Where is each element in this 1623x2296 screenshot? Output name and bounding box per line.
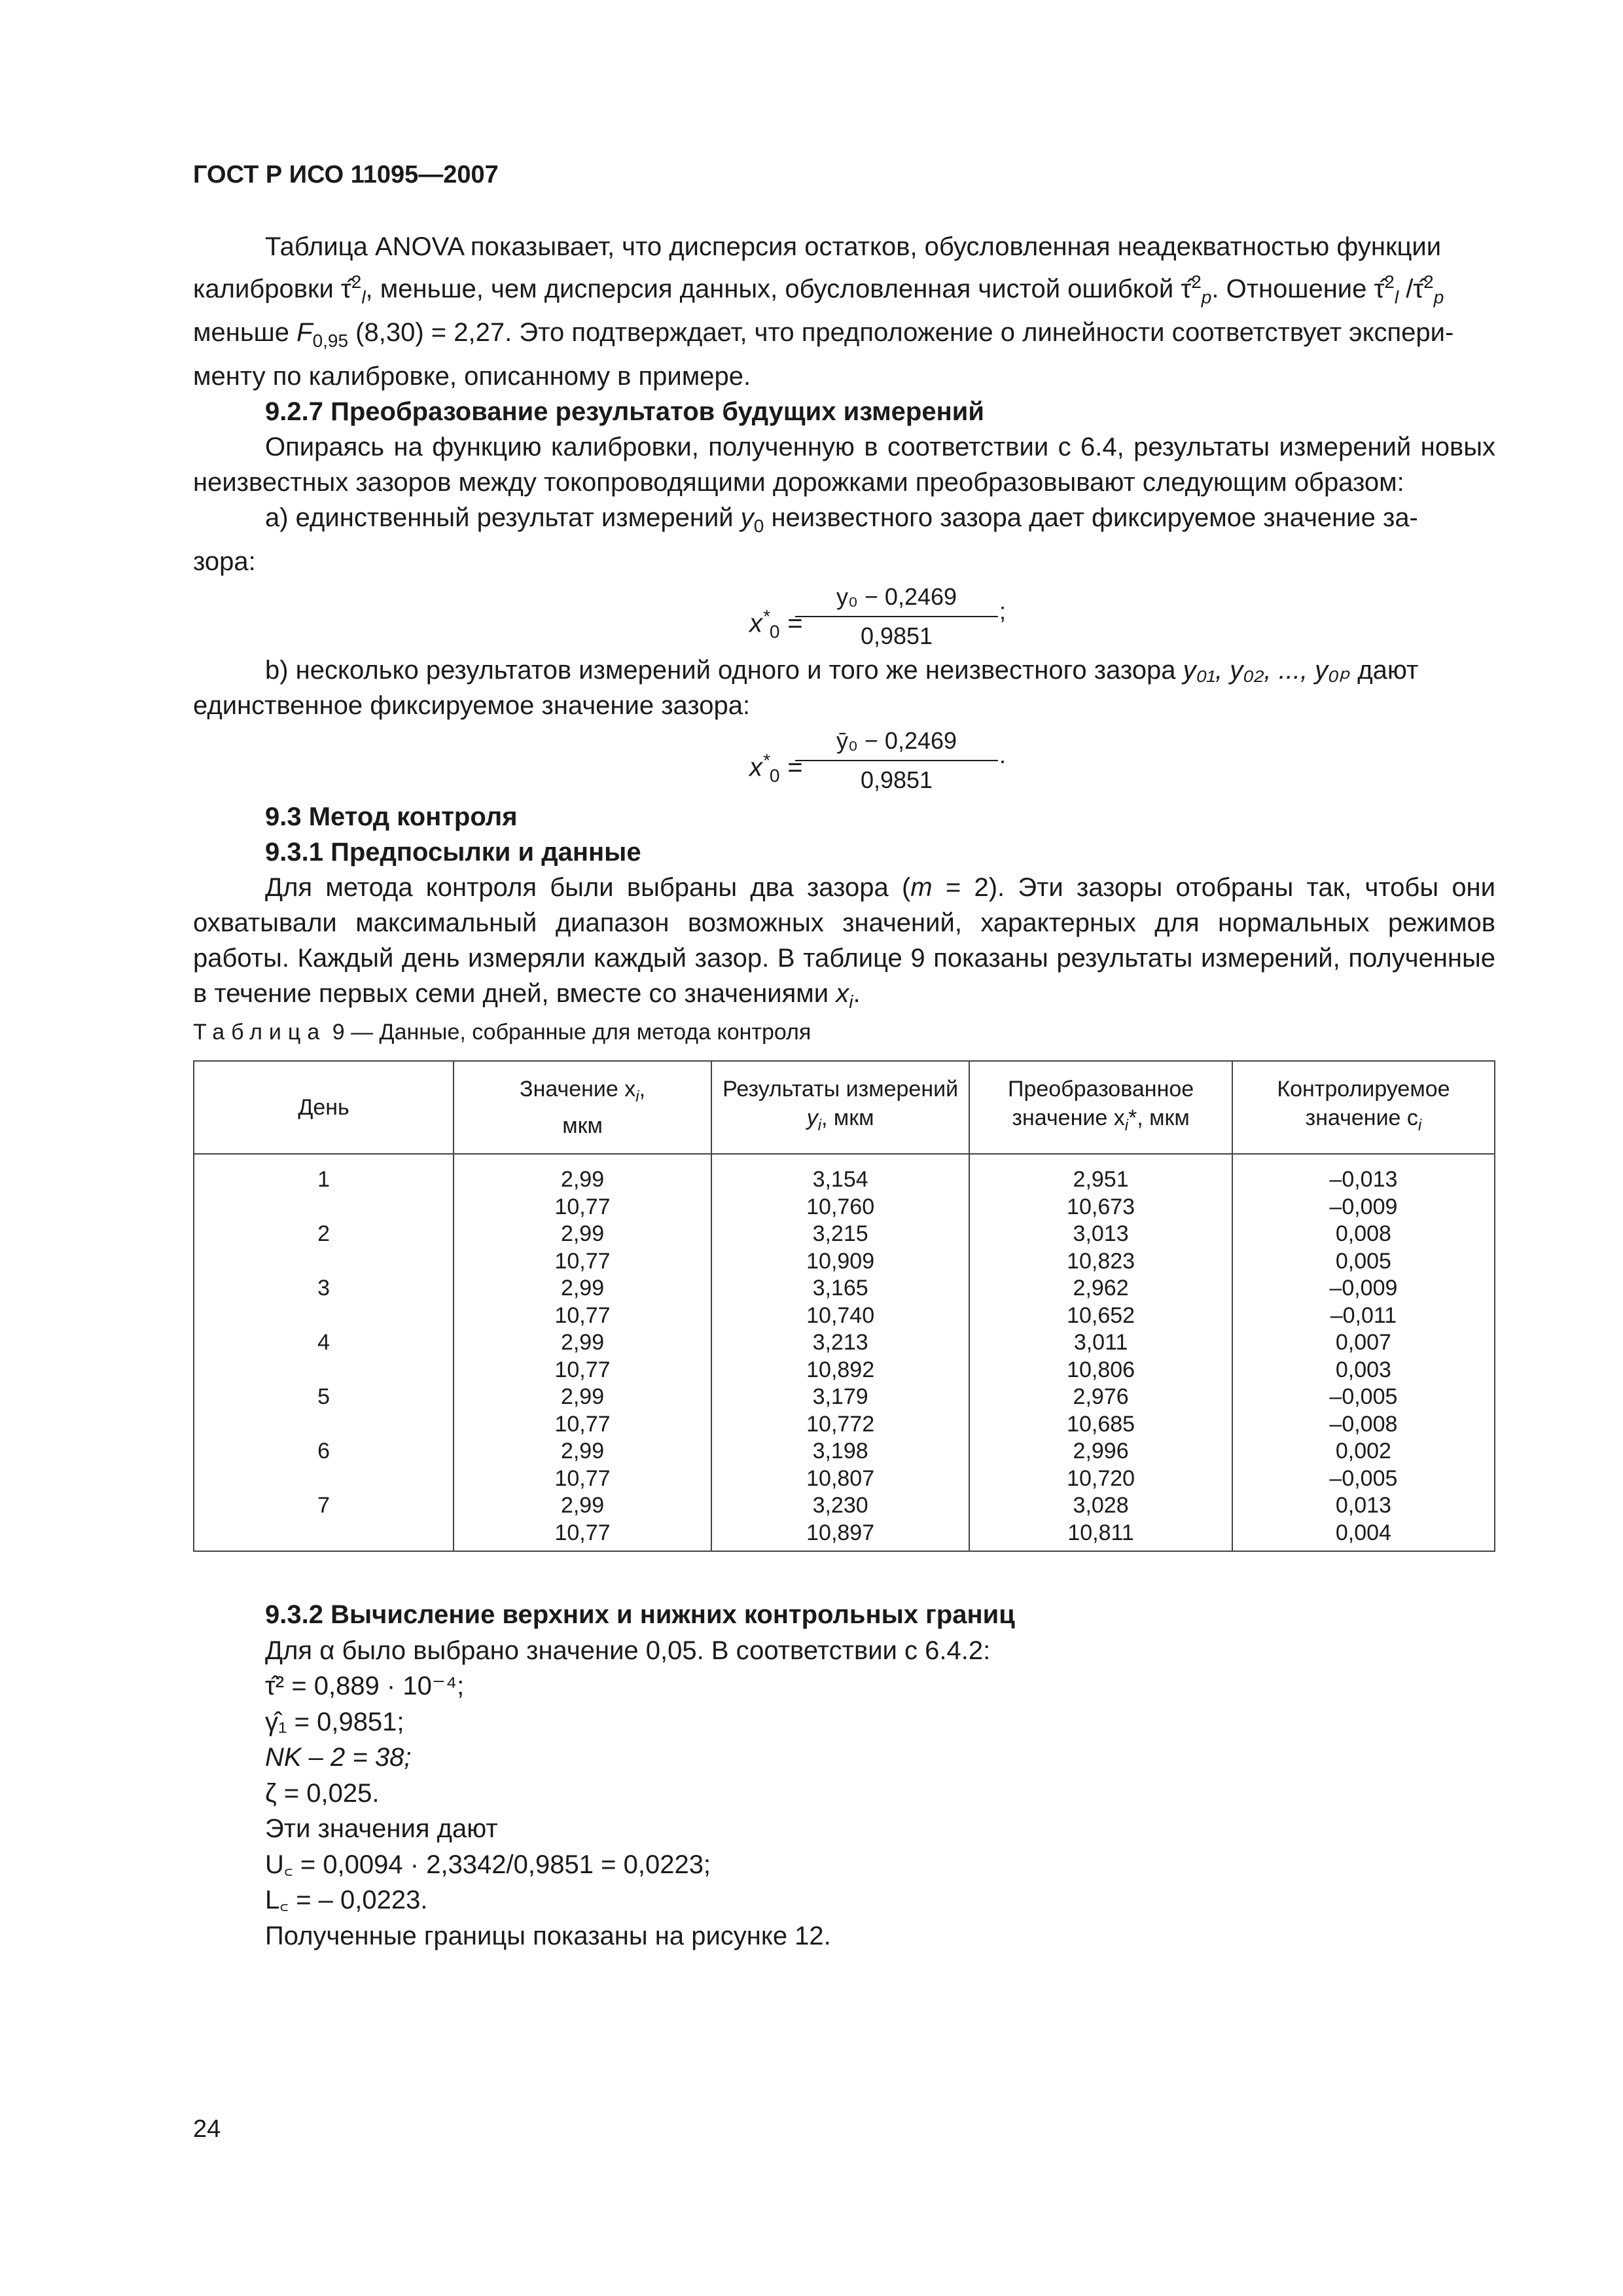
table-cell: 10,740	[711, 1302, 969, 1330]
table-body	[194, 1154, 1495, 1551]
table-cell: 3,028	[969, 1492, 1232, 1520]
table-cell: 2,976	[969, 1384, 1232, 1411]
table-row	[194, 1221, 1495, 1248]
table-cell: 10,892	[711, 1357, 969, 1384]
table-cell: 0,013	[1232, 1492, 1495, 1520]
text-line: NK – 2 = 38;	[265, 1743, 412, 1772]
table-cell: 7	[194, 1492, 454, 1520]
table-cell	[194, 1520, 454, 1552]
table-row	[194, 1248, 1495, 1276]
table-cell: 2,99	[454, 1154, 711, 1194]
table-cell: 6	[194, 1438, 454, 1465]
table-cell: 10,772	[711, 1411, 969, 1439]
table-row	[194, 1154, 1495, 1194]
table-cell: 1	[194, 1154, 454, 1194]
table-cell: 10,77	[454, 1520, 711, 1552]
table-cell: 0,005	[1232, 1248, 1495, 1276]
table-cell: –0,005	[1232, 1465, 1495, 1493]
table-cell	[194, 1302, 454, 1330]
table-cell: 2,99	[454, 1221, 711, 1248]
table-cell: 10,77	[454, 1465, 711, 1493]
table-cell: 3,213	[711, 1329, 969, 1357]
table-cell: 10,77	[454, 1194, 711, 1221]
table-cell: 0,007	[1232, 1329, 1495, 1357]
page-number: 24	[193, 2115, 221, 2143]
text-line: ζ = 0,025.	[265, 1778, 380, 1808]
formula-fraction: $\frac{\text{ȳ₀ − 0,2469}}{0,9851}$	[795, 723, 998, 798]
table-cell: 2,99	[454, 1275, 711, 1302]
table-caption: Таблица 9 — Данные, собранные для метода контроля	[193, 1020, 812, 1045]
table-cell: 0,008	[1232, 1221, 1495, 1248]
text-line: Для α было выбрано значение 0,05. В соответствии с 6.4.2:	[265, 1636, 991, 1665]
table-row	[194, 1357, 1495, 1384]
body-text-upper	[193, 229, 1495, 1020]
text-line: U꜀ = 0,0094 · 2,3342/0,9851 = 0,0223;	[265, 1850, 711, 1879]
table-cell: –0,013	[1232, 1154, 1495, 1194]
table-cell: –0,009	[1232, 1275, 1495, 1302]
table-cell: 10,77	[454, 1357, 711, 1384]
table-cell: 2,99	[454, 1329, 711, 1357]
text-line: Эти значения дают	[265, 1814, 498, 1843]
list-item-b-continuation: единственное фиксируемое значение зазора:	[193, 691, 751, 721]
table-cell	[194, 1194, 454, 1221]
table-row	[194, 1302, 1495, 1330]
text-line: Полученные границы показаны на рисунке 12.	[265, 1921, 831, 1950]
column-header-day: День	[194, 1061, 454, 1154]
table-cell: 10,673	[969, 1194, 1232, 1221]
table-row	[194, 1384, 1495, 1411]
table-row	[194, 1438, 1495, 1465]
table-cell: 10,77	[454, 1411, 711, 1439]
table-cell: 3,013	[969, 1221, 1232, 1248]
table-cell: 10,685	[969, 1411, 1232, 1439]
section-heading-9-3: 9.3 Метод контроля	[265, 802, 518, 832]
list-item-a: a) единственный результат измерений $y_0$ неизвестного зазора дает фиксируемое значение за-	[265, 503, 1418, 537]
table-header-row	[194, 1061, 1495, 1154]
table-cell: 3,230	[711, 1492, 969, 1520]
table-cell: –0,011	[1232, 1302, 1495, 1330]
list-item-a-continuation: зора:	[193, 547, 256, 577]
table-cell: –0,005	[1232, 1384, 1495, 1411]
table-cell: 10,807	[711, 1465, 969, 1493]
text-line: τ̂² = 0,889 · 10⁻⁴;	[265, 1672, 465, 1700]
table-cell: 10,806	[969, 1357, 1232, 1384]
column-header-transformed: Преобразованное значение $x_i*$, мкм	[969, 1061, 1232, 1154]
column-header-controlled: Контролируемое значение $c_i$	[1232, 1061, 1495, 1154]
list-item-b: b) несколько результатов измерений одного и того же неизвестного зазора y₀₁, y₀₂, ..., y₀ₚ дают	[265, 656, 1419, 685]
table-cell: 0,002	[1232, 1438, 1495, 1465]
document-header: ГОСТ Р ИСО 11095—2007	[193, 161, 499, 188]
table-cell: 10,77	[454, 1302, 711, 1330]
table-row	[194, 1520, 1495, 1552]
table-row	[194, 1275, 1495, 1302]
table-cell: 5	[194, 1384, 454, 1411]
table-cell: 3,215	[711, 1221, 969, 1248]
table-cell: 10,897	[711, 1520, 969, 1552]
table-cell	[194, 1357, 454, 1384]
table-cell: 3,179	[711, 1384, 969, 1411]
table-row	[194, 1329, 1495, 1357]
table-cell: 2,99	[454, 1438, 711, 1465]
data-table-9	[193, 1060, 1495, 1552]
section-9-3-2	[193, 1597, 1495, 1954]
table-row	[194, 1194, 1495, 1221]
table-cell: 4	[194, 1329, 454, 1357]
table-cell: 3,198	[711, 1438, 969, 1465]
table-row	[194, 1411, 1495, 1439]
table-cell	[194, 1248, 454, 1276]
paragraph-anova-line4: менту по калибровке, описанному в примере.	[193, 362, 751, 391]
table-row	[194, 1465, 1495, 1493]
table-cell: 3,165	[711, 1275, 969, 1302]
table-cell: 3,154	[711, 1154, 969, 1194]
table-cell: –0,009	[1232, 1194, 1495, 1221]
table-cell: 10,720	[969, 1465, 1232, 1493]
column-header-measurement: Результаты измерений $y_i$, мкм	[711, 1061, 969, 1154]
column-header-value: Значение $x_i$, мкм	[454, 1061, 711, 1154]
paragraph-calibration-transform: Опираясь на функцию калибровки, полученную в соответствии с 6.4, результаты измерений новых неизвестных зазоров между токопроводящими дорожками преобразовывают следующим образом:	[193, 433, 1495, 497]
table-cell: 0,004	[1232, 1520, 1495, 1552]
text-line: γ̂₁ = 0,9851;	[265, 1707, 404, 1736]
paragraph-anova-line2: калибровки τ̂$^2_l$, меньше, чем дисперсия данных, обусловленная чистой ошибкой τ̂$^2_p$. Отношение τ̂$^2_l$ /τ̂$^2_p$	[193, 272, 1444, 308]
table-cell: –0,008	[1232, 1411, 1495, 1439]
table-cell: 2,951	[969, 1154, 1232, 1194]
table-cell	[194, 1465, 454, 1493]
table-cell: 10,652	[969, 1302, 1232, 1330]
table-cell: 2,962	[969, 1275, 1232, 1302]
section-heading-9-3-2: 9.3.2 Вычисление верхних и нижних контрольных границ	[265, 1600, 1015, 1629]
table-cell	[194, 1411, 454, 1439]
paragraph-control-method: Для метода контроля были выбраны два зазора (m = 2). Эти зазоры отобраны так, чтобы они охватывали максимальный диапазон возможных значений, характерных для нормальных режимов работы. Каждый день измеряли каждый зазор. В таблице 9 показаны результаты измерений, полученные в течение первых семи дней, вместе со значениями $x_i$.	[193, 873, 1495, 1013]
section-heading-9-3-1: 9.3.1 Предпосылки и данные	[265, 838, 641, 867]
formula-lhs: $x^*_0$ =	[749, 606, 802, 642]
table-cell: 10,760	[711, 1194, 969, 1221]
table-cell: 10,77	[454, 1248, 711, 1276]
table-row	[194, 1492, 1495, 1520]
table-cell: 2,99	[454, 1492, 711, 1520]
formula-fraction: $\frac{\text{y₀ − 0,2469}}{0,9851}$	[795, 579, 998, 654]
table-cell: 3,011	[969, 1329, 1232, 1357]
paragraph-anova-line1: Таблица ANOVA показывает, что дисперсия остатков, обусловленная неадекватностью функции	[265, 232, 1442, 261]
table-cell: 2	[194, 1221, 454, 1248]
table-cell: 10,823	[969, 1248, 1232, 1276]
formula-lhs: $x^*_0$ =	[749, 750, 802, 786]
table-cell: 10,811	[969, 1520, 1232, 1552]
formula-single-measurement: $x^*_0$ = $\frac{\text{y₀ − 0,2469}}{0,9851}$ ;	[193, 579, 1495, 653]
formula-multiple-measurements: $x^*_0$ = $\frac{\text{ȳ₀ − 0,2469}}{0,9851}$ .	[193, 723, 1495, 797]
table-cell: 2,99	[454, 1384, 711, 1411]
section-heading-9-2-7: 9.2.7 Преобразование результатов будущих измерений	[265, 397, 984, 427]
table-cell: 10,909	[711, 1248, 969, 1276]
text-line: L꜀ = – 0,0223.	[265, 1886, 428, 1914]
table-cell: 2,996	[969, 1438, 1232, 1465]
table-cell: 3	[194, 1275, 454, 1302]
paragraph-anova-line3: меньше $F_{0,95}$ (8,30) = 2,27. Это подтверждает, что предположение о линейности соответствует экспери-	[193, 318, 1454, 351]
table-cell: 0,003	[1232, 1357, 1495, 1384]
